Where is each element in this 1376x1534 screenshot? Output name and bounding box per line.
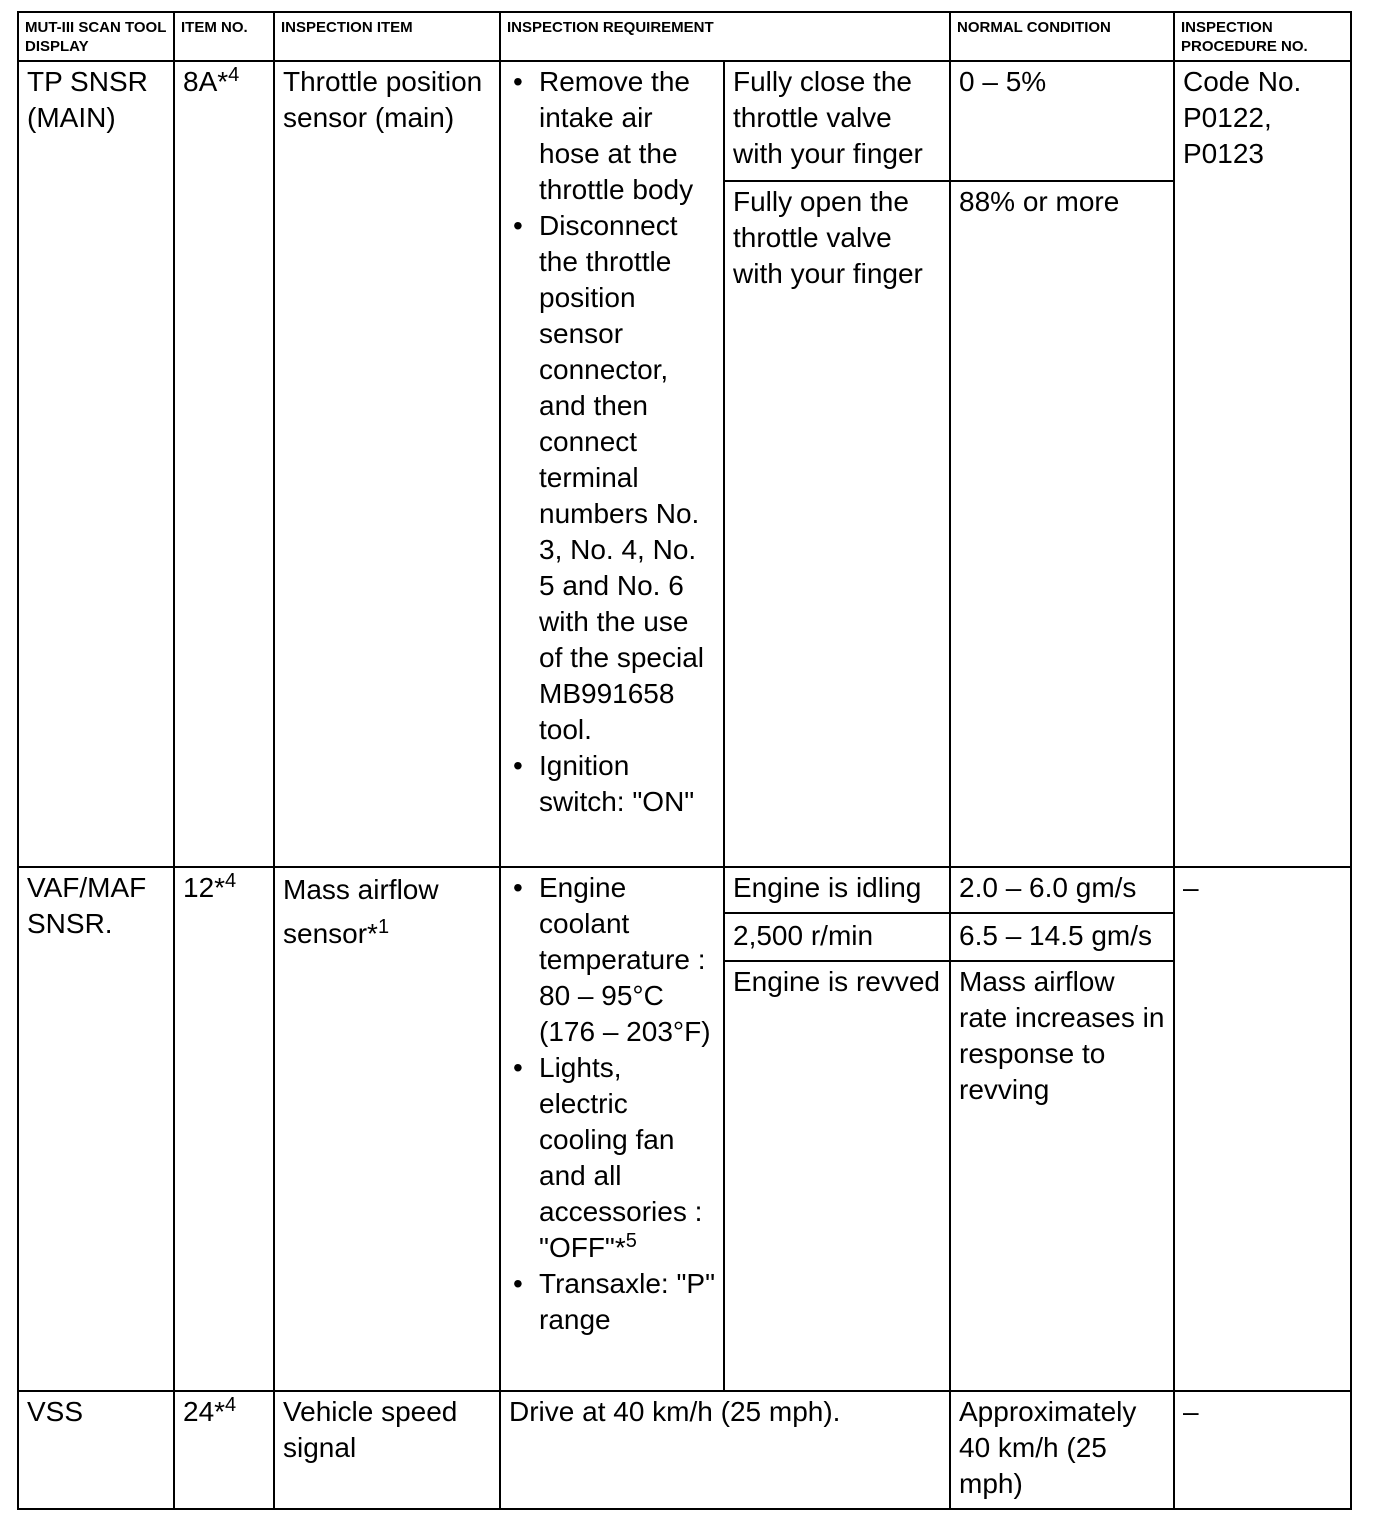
normal-condition-cell: Mass airflow rate increases in response to revving [950,961,1174,1391]
inspection-item-cell: Vehicle speed signal [274,1391,500,1509]
inspection-table [17,11,1352,1510]
item-no: 24* [183,1396,226,1427]
procedure-cell: Code No. P0122, P0123 [1174,61,1351,867]
footnote-ref: 4 [228,64,240,86]
header-inspection-item: INSPECTION ITEM [274,12,500,61]
normal-condition-cell: 2.0 – 6.0 gm/s [950,867,1174,913]
requirement-list [501,64,717,820]
list-item: • Ignition switch: "ON" [501,748,717,820]
normal-condition-cell: Approximately 40 km/h (25 mph) [950,1391,1174,1509]
item-no-cell [174,1391,274,1509]
item-no: 8A* [183,66,229,97]
header-item-no: ITEM NO. [174,12,274,61]
sub-requirement-cell: Engine is idling [724,867,950,913]
item-no-cell [174,867,274,1391]
footnote-ref: 5 [625,1230,637,1252]
procedure-cell: – [1174,1391,1351,1509]
normal-condition-cell: 0 – 5% [950,61,1174,181]
list-item: • Engine coolant temperature : 80 – 95°C (176 – 203°F) [501,870,717,1050]
scan-tool-display-cell: VAF/MAF SNSR. [18,867,174,1391]
inspection-item-cell [274,867,500,1391]
inspection-item-cell: Throttle position sensor (main) [274,61,500,867]
footnote-ref: 1 [377,916,390,938]
footnote-ref: 4 [225,870,237,892]
table-row [18,867,1351,913]
header-row [18,12,1351,61]
sub-requirement-cell: Fully open the throttle valve with your finger [724,181,950,867]
header-normal-condition: NORMAL CONDITION [950,12,1174,61]
item-no-cell [174,61,274,867]
footnote-ref: 4 [225,1394,237,1416]
normal-condition-cell: 88% or more [950,181,1174,867]
list-item [501,1050,717,1266]
requirement-cell: Drive at 40 km/h (25 mph). [500,1391,950,1509]
list-item: • Disconnect the throttle position sensor connector, and then connect terminal numbers No. 3, No. 4, No. 5 and No. 6 with the use of the special MB991658 tool. [501,208,717,748]
requirement-list-cell [500,61,724,867]
header-scan-tool-display: MUT-III SCAN TOOL DISPLAY [18,12,174,61]
table-row [18,61,1351,181]
scan-tool-display-cell: VSS [18,1391,174,1509]
sub-requirement-cell: Engine is revved [724,961,950,1391]
requirement-list-cell [500,867,724,1391]
header-inspection-requirement: INSPECTION REQUIREMENT [500,12,950,61]
scan-tool-display-cell: TP SNSR (MAIN) [18,61,174,867]
normal-condition-cell: 6.5 – 14.5 gm/s [950,913,1174,961]
sub-requirement-cell: 2,500 r/min [724,913,950,961]
requirement-list [501,870,717,1338]
list-item: • Transaxle: "P" range [501,1266,717,1338]
procedure-cell: – [1174,867,1351,1391]
sub-requirement-cell: Fully close the throttle valve with your finger [724,61,950,181]
list-item-text: Lights, electric cooling fan and all accessories : "OFF"* [539,1052,703,1263]
header-procedure-no: INSPECTION PROCEDURE NO. [1174,12,1351,61]
inspection-item: Mass airflow sensor* [283,874,439,949]
table-row [18,1391,1351,1509]
item-no: 12* [183,872,226,903]
list-item: • Remove the intake air hose at the throttle body [501,64,717,208]
